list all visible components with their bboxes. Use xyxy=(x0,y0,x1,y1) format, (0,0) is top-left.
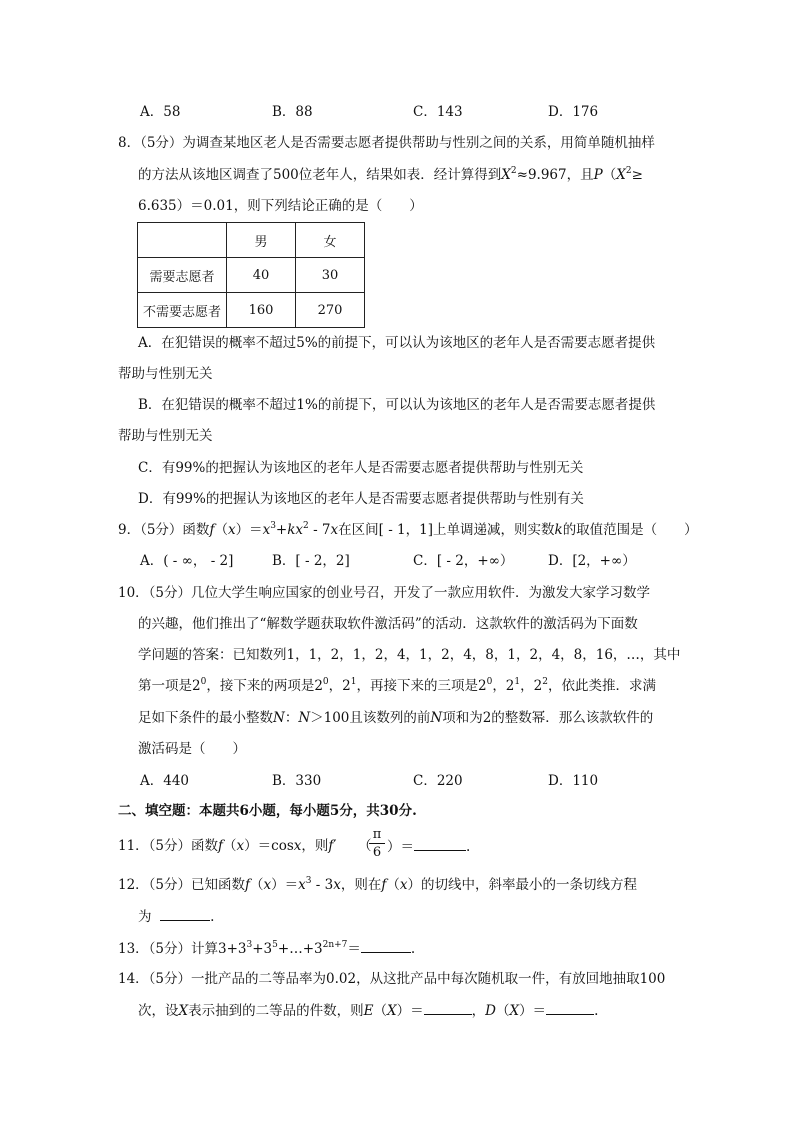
x-symbol: x xyxy=(399,877,408,893)
q14-stem-line1: 14．（5分）一批产品的二等品率为0.02，从这批产品中每次随机取一件，有放回地抽取100 xyxy=(118,971,666,987)
q13-text: 13．（5分）计算3+3 xyxy=(118,941,247,957)
q10-stem-line4 xyxy=(138,676,656,696)
superscript: 0 xyxy=(486,677,493,687)
superscript: 3 xyxy=(270,521,276,531)
q9-option-c[interactable]: C．[ - 2，+∞） xyxy=(413,553,514,569)
f-symbol: f xyxy=(209,522,215,538)
q10-text: 项和为2的整数幂．那么该款软件的 xyxy=(442,710,654,726)
q7-option-a[interactable]: A．58 xyxy=(140,104,181,120)
q10-text: ，2 xyxy=(328,678,351,694)
q10-option-b[interactable]: B．330 xyxy=(272,773,322,789)
prime-mark: ′ xyxy=(333,838,337,854)
q12-text: ，则在 xyxy=(340,877,382,893)
q11-text: ）＝cos xyxy=(244,838,294,854)
superscript: 3 xyxy=(246,940,253,950)
q10-stem-line6: 激活码是（ ） xyxy=(138,741,246,757)
q7-option-b[interactable]: B．88 xyxy=(272,104,313,120)
q13-text: ＝ xyxy=(347,941,361,957)
variance-symbol: D xyxy=(485,1003,496,1019)
q12-text: 12．（5分）已知函数 xyxy=(118,877,246,893)
section-heading: 二、填空题：本题共6小题，每小题5分，共30分. xyxy=(118,803,417,819)
q14-text: （ xyxy=(373,1003,387,1019)
q9-text: 的取值范围是（ ） xyxy=(562,522,698,538)
table-cell: 160 xyxy=(227,293,296,328)
q11-text: ）＝ xyxy=(387,839,414,855)
x-symbol: x xyxy=(236,838,245,854)
q10-option-c[interactable]: C．220 xyxy=(413,773,463,789)
k-symbol: k xyxy=(287,522,296,538)
q10-text: ，接下来的两项是2 xyxy=(206,678,323,694)
q9-option-a[interactable]: A．( - ∞， - 2] xyxy=(140,553,234,569)
q9-text: 9．（5分）函数 xyxy=(118,522,210,538)
q12-stem-line1 xyxy=(118,875,637,895)
table-cell: 40 xyxy=(227,258,296,293)
q8-text: 的方法从该地区调查了500位老年人，结果如表．经计算得到 xyxy=(138,167,502,183)
superscript: 0 xyxy=(200,677,207,687)
x-symbol: x xyxy=(333,877,341,893)
q10-text: ，2 xyxy=(492,678,515,694)
n-symbol: N xyxy=(430,710,443,726)
q10-stem-line5 xyxy=(138,708,653,728)
q9-text: - 7 xyxy=(308,522,331,538)
q10-stem-line2: 的兴趣，他们推出了“解数学题获取软件激活码”的活动．这款软件的激活码为下面数 xyxy=(138,616,638,632)
x-symbol: x xyxy=(262,522,271,538)
f-symbol: f xyxy=(328,838,334,854)
q9-options xyxy=(140,551,740,571)
q8-option-c[interactable]: C．有99%的把握认为该地区的老年人是否需要志愿者提供帮助与性别无关 xyxy=(138,460,584,476)
q10-option-a[interactable]: A．440 xyxy=(140,773,190,789)
q14-text: ）＝ xyxy=(396,1003,424,1019)
q7-options xyxy=(140,102,740,122)
q8-option-b-line1[interactable]: B．在犯错误的概率不超过1%的前提下，可以认为该地区的老年人是否需要志愿者提供 xyxy=(138,397,656,413)
table-cell: 270 xyxy=(296,293,365,328)
answer-blank[interactable] xyxy=(361,938,411,953)
x-symbol: x xyxy=(298,877,306,893)
q7-option-d[interactable]: D．176 xyxy=(548,104,599,120)
q9-text: + xyxy=(275,522,288,538)
q11-answer xyxy=(387,836,470,857)
q12-text: - 3 xyxy=(311,877,334,893)
answer-blank[interactable] xyxy=(160,906,210,921)
q12-text: . xyxy=(210,909,215,925)
q9-stem xyxy=(118,520,698,540)
q10-text: ，依此类推．求满 xyxy=(547,678,656,694)
x-variable: X xyxy=(178,1003,189,1019)
superscript: 2 xyxy=(542,677,548,687)
p-symbol: P xyxy=(593,167,603,183)
q10-options xyxy=(140,771,740,791)
q14-stem-line2 xyxy=(138,1000,598,1021)
expectation-symbol: E xyxy=(363,1003,374,1019)
q8-text: （ xyxy=(602,167,617,183)
table-header-female: 女 xyxy=(296,223,365,258)
n-symbol: N xyxy=(298,710,311,726)
fraction-denominator: 6 xyxy=(369,843,385,861)
q9-text: 在区间[ - 1，1]上单调递减，则实数 xyxy=(338,522,555,538)
q12-text: （ xyxy=(386,877,400,893)
fraction-numerator: π xyxy=(372,827,382,842)
q9-option-b[interactable]: B．[ - 2，2] xyxy=(272,553,350,569)
q10-text: ＞100且该数列的前 xyxy=(310,710,431,726)
k-symbol: k xyxy=(554,522,563,538)
q9-text: （ xyxy=(214,522,228,538)
q13-text: +3 xyxy=(252,941,273,957)
q14-text: ）＝ xyxy=(519,1003,547,1019)
chi-symbol: X xyxy=(616,167,626,183)
q12-text: （ xyxy=(250,877,264,893)
answer-blank[interactable] xyxy=(414,836,466,851)
q12-text: ）＝ xyxy=(271,877,299,893)
chi-symbol: X xyxy=(501,167,511,183)
x-symbol: x xyxy=(227,522,236,538)
table-header-male: 男 xyxy=(227,223,296,258)
q14-text: 表示抽到的二等品的件数，则 xyxy=(188,1003,364,1019)
q13-text: . xyxy=(410,941,416,957)
q11-text: . xyxy=(466,839,471,855)
q8-option-b-line2: 帮助与性别无关 xyxy=(118,428,213,444)
n-symbol: N xyxy=(273,710,285,726)
pi-over-6-fraction xyxy=(369,826,385,861)
q9-text: ）＝ xyxy=(235,522,263,538)
q14-text: . xyxy=(594,1003,599,1019)
q10-stem-line1: 10．（5分）几位大学生响应国家的创业号召，开发了一款应用软件．为激发大家学习数学 xyxy=(118,585,651,601)
x-variable: X xyxy=(386,1003,397,1019)
superscript: 5 xyxy=(272,940,278,950)
x-symbol: x xyxy=(293,838,302,854)
superscript: 3 xyxy=(305,876,312,886)
superscript: 2 xyxy=(625,166,632,176)
contingency-table xyxy=(137,222,365,328)
q14-text: （ xyxy=(495,1003,510,1019)
q10-text: ，再接下来的三项是2 xyxy=(356,678,487,694)
q12-text: 为 xyxy=(138,909,152,925)
q12-text: ）的切线中，斜率最小的一条切线方程 xyxy=(407,877,637,893)
answer-blank[interactable] xyxy=(424,1000,472,1015)
superscript: 1 xyxy=(350,677,357,687)
superscript: 2 xyxy=(303,521,309,531)
table-corner xyxy=(138,223,227,258)
x-symbol: x xyxy=(330,522,339,538)
q12-stem-line2 xyxy=(138,906,214,927)
x-variable: X xyxy=(509,1003,520,1019)
q11-text: ，则 xyxy=(301,838,329,854)
superscript: 2 xyxy=(510,166,517,176)
q11-text: 11．（5分）函数 xyxy=(118,838,219,854)
f-symbol: f xyxy=(218,838,224,854)
q10-text: ，2 xyxy=(520,678,543,694)
x-symbol: x xyxy=(295,522,304,538)
table-row-label: 需要志愿者 xyxy=(138,258,227,293)
q10-stem-line3: 学问题的答案：已知数列1，1，2，1，2，4，1，2，4，8，1，2，4，8，16，…，其中 xyxy=(138,647,681,663)
f-symbol: f xyxy=(381,877,387,893)
q11-text: （ xyxy=(223,838,237,854)
q8-stem-line2 xyxy=(138,165,643,185)
q11-stem xyxy=(118,836,336,856)
q9-option-d[interactable]: D．[2，+∞） xyxy=(548,553,636,569)
q14-text: ， xyxy=(471,1003,486,1019)
superscript: 1 xyxy=(514,677,521,687)
superscript: 2n+7 xyxy=(322,940,348,950)
q7-option-c[interactable]: C．143 xyxy=(413,104,463,120)
q8-text: ≥ xyxy=(631,167,643,183)
q10-option-d[interactable]: D．110 xyxy=(548,773,599,789)
q13-text: +…+3 xyxy=(277,941,323,957)
table-cell: 30 xyxy=(296,258,365,293)
q10-text: 足如下条件的最小整数 xyxy=(138,710,273,726)
table-row-label: 不需要志愿者 xyxy=(138,293,227,328)
q8-stem-line1: 8．（5分）为调查某地区老人是否需要志愿者提供帮助与性别之间的关系，用简单随机抽样 xyxy=(118,135,655,151)
x-symbol: x xyxy=(263,877,272,893)
q10-text: ： xyxy=(284,710,299,726)
superscript: 0 xyxy=(322,677,329,687)
q8-option-a-line1[interactable]: A．在犯错误的概率不超过5%的前提下，可以认为该地区的老年人是否需要志愿者提供 xyxy=(138,335,656,351)
q8-option-d[interactable]: D．有99%的把握认为该地区的老年人是否需要志愿者提供帮助与性别有关 xyxy=(138,491,584,507)
q10-text: 第一项是2 xyxy=(138,678,201,694)
q11-paren-open: （ xyxy=(358,838,372,854)
q14-text: 次，设 xyxy=(138,1003,179,1019)
q8-text: ≈9.967，且 xyxy=(516,167,594,183)
q13-stem xyxy=(118,938,415,959)
f-symbol: f xyxy=(245,877,251,893)
answer-blank[interactable] xyxy=(546,1000,594,1015)
q8-option-a-line2: 帮助与性别无关 xyxy=(118,366,213,382)
q8-stem-line3: 6.635）＝0.01，则下列结论正确的是（ ） xyxy=(138,198,423,214)
